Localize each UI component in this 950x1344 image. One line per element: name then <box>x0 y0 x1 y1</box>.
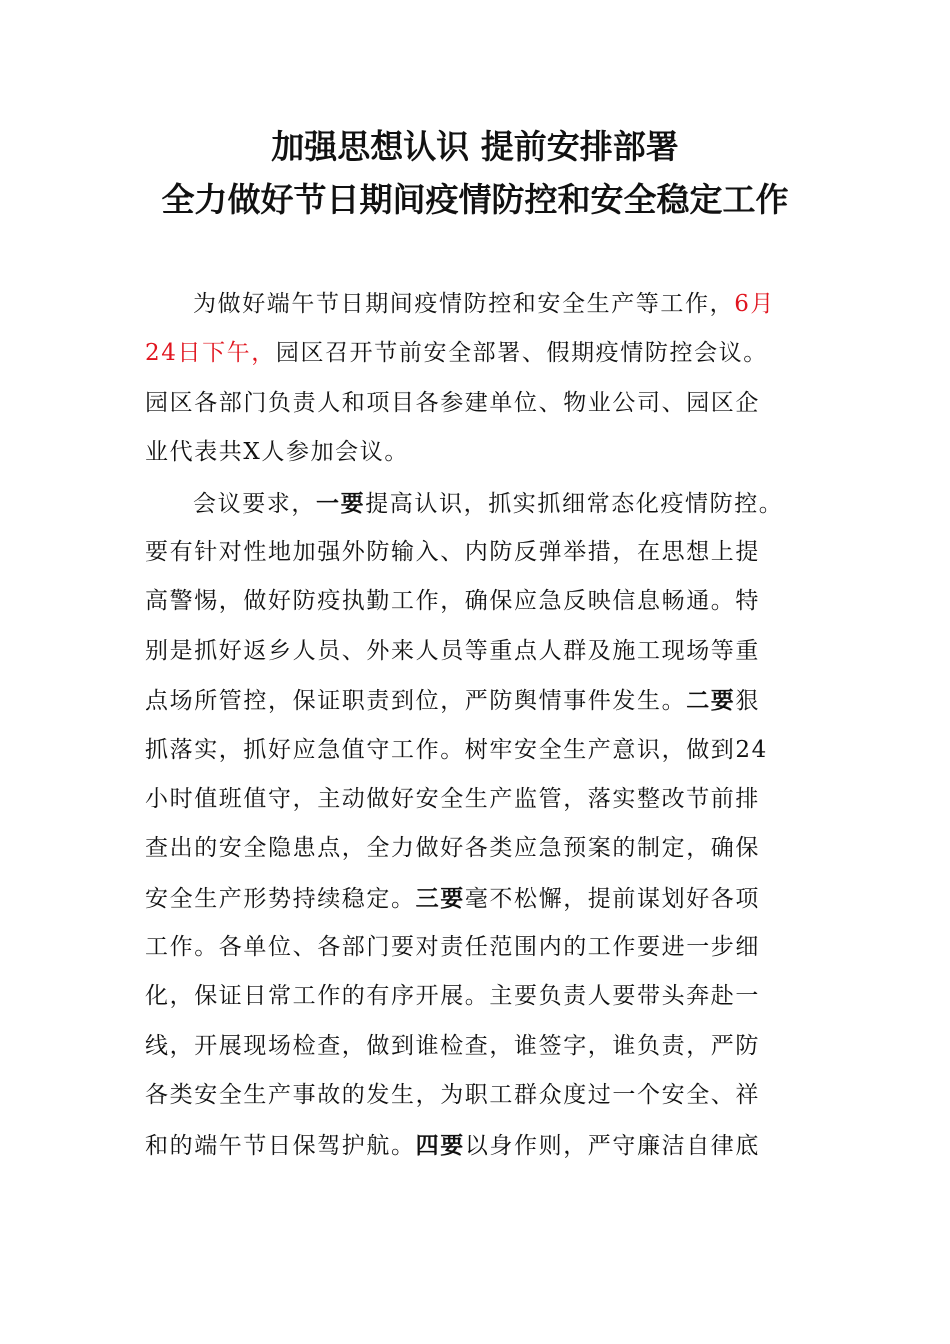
text-line <box>145 676 815 725</box>
document-title-line-1: 加强思想认识 提前安排部署 <box>271 127 679 166</box>
text-span: 和的端午节日保驾护航。 <box>145 1132 416 1159</box>
highlighted-date: 6月 <box>734 291 776 317</box>
text-span: 狠 <box>735 688 761 715</box>
bold-keyword: 二要 <box>686 687 736 715</box>
text-line: 工作。各单位、各部门要对责任范围内的工作要进一步细 <box>145 934 760 961</box>
text-span: 提高认识，抓实抓细常态化疫情防控。 <box>365 490 784 517</box>
paragraph-2 <box>145 479 815 1170</box>
text-line <box>145 874 815 923</box>
text-span: 毫不松懈，提前谋划好各项 <box>464 885 761 912</box>
text-span: 园区召开节前安全部署、假期疫情防控会议。 <box>275 340 768 367</box>
bold-keyword: 四要 <box>415 1131 465 1159</box>
text-line: 园区各部门负责人和项目各参建单位、物业公司、园区企 <box>145 389 760 416</box>
document-body <box>145 280 815 1170</box>
text-span: 为做好端午节日期间疫情防控和安全生产等工作， <box>193 291 735 317</box>
text-line: 各类安全生产事故的发生，为职工群众度过一个安全、祥 <box>145 1082 760 1109</box>
text-line: 业代表共X人参加会议。 <box>145 439 409 466</box>
text-line <box>145 479 815 528</box>
text-line: 线，开展现场检查，做到谁检查，谁签字，谁负责，严防 <box>145 1032 760 1059</box>
text-span: 点场所管控，保证职责到位，严防舆情事件发生。 <box>145 688 687 715</box>
text-line: 化，保证日常工作的有序开展。主要负责人要带头奔赴一 <box>145 983 760 1010</box>
paragraph-1 <box>145 280 815 478</box>
text-line: 别是抓好返乡人员、外来人员等重点人群及施工现场等重 <box>145 637 760 664</box>
text-line: 高警惕，做好防疫执勤工作，确保应急反映信息畅通。特 <box>145 588 760 615</box>
bold-keyword: 三要 <box>415 884 465 912</box>
text-line <box>145 280 815 329</box>
text-line <box>145 1121 815 1170</box>
text-line: 抓落实，抓好应急值守工作。树牢安全生产意识，做到24 <box>145 736 768 763</box>
bold-keyword: 一要 <box>316 489 366 517</box>
text-span: 以身作则，严守廉洁自律底 <box>464 1132 761 1159</box>
text-span: 安全生产形势持续稳定。 <box>145 885 416 912</box>
text-line: 要有针对性地加强外防输入、内防反弹举措，在思想上提 <box>145 538 760 565</box>
document-title-line-2: 全力做好节日期间疫情防控和安全稳定工作 <box>161 180 789 219</box>
text-line <box>145 329 815 378</box>
text-span: 会议要求， <box>193 490 316 517</box>
text-line: 查出的安全隐患点，全力做好各类应急预案的制定，确保 <box>145 835 760 862</box>
text-line: 小时值班值守，主动做好安全生产监管，落实整改节前排 <box>145 785 760 812</box>
highlighted-date: 24日下午， <box>145 340 276 367</box>
